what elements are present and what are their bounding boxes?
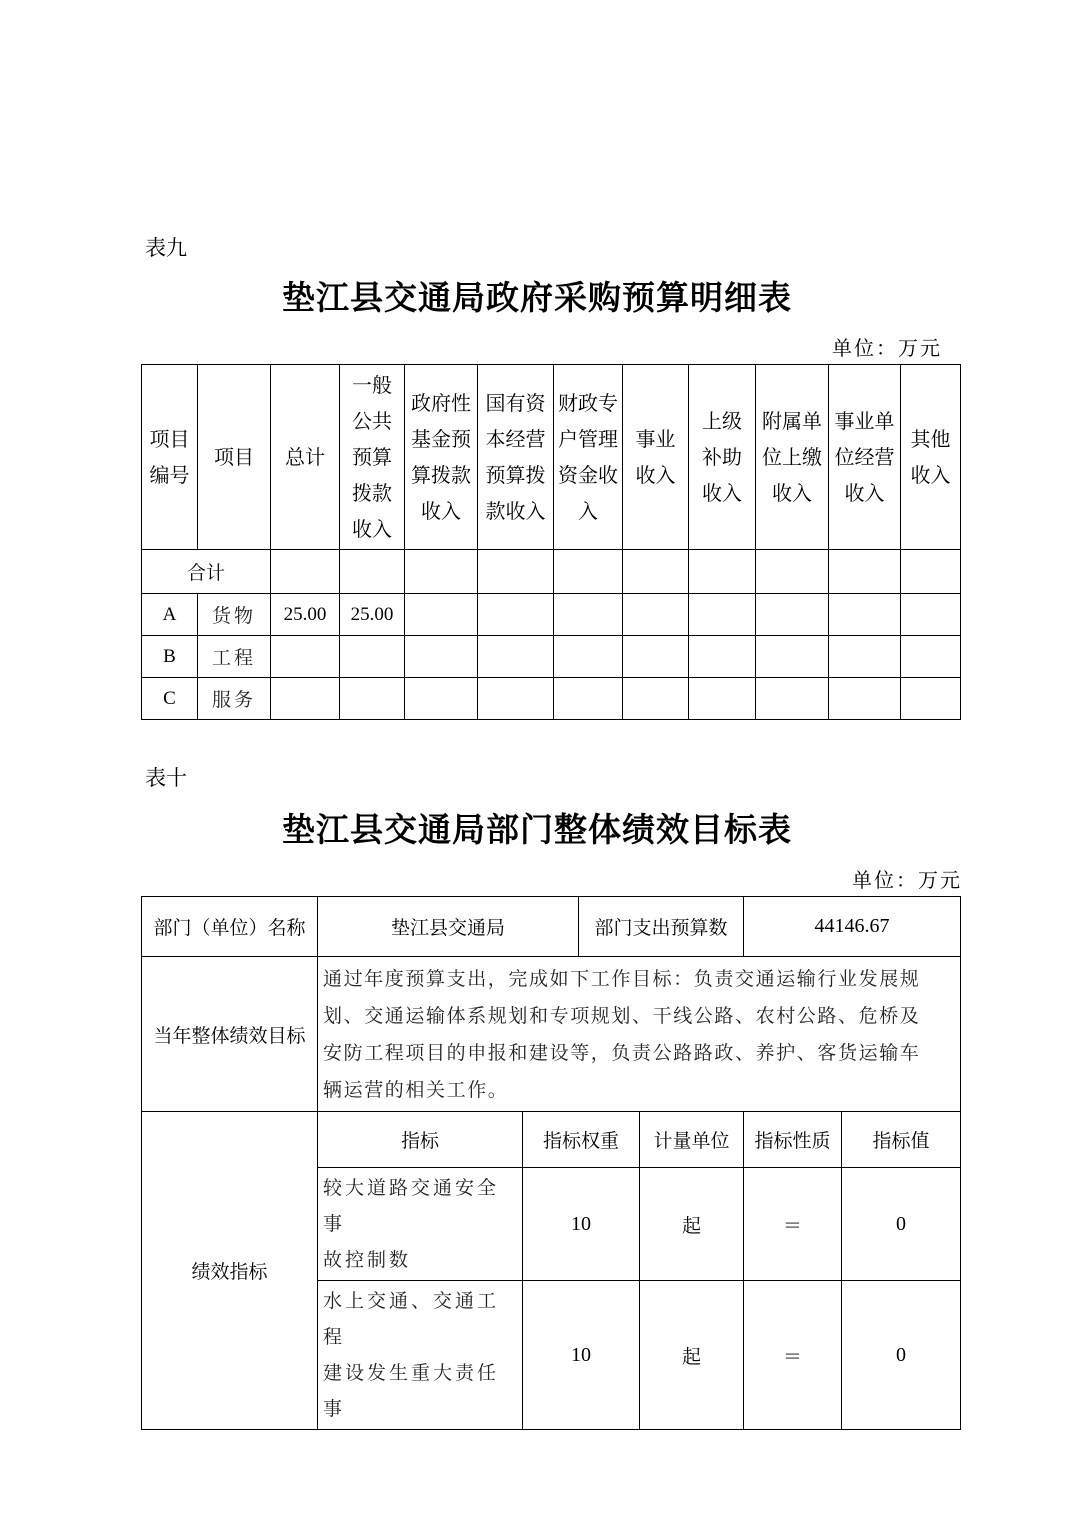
indicator-unit: 起 [640,1168,744,1281]
header-cell: 政府性 基金预 算拨款 收入 [405,365,478,550]
header-cell: 指标值 [842,1112,961,1168]
goal-row [142,957,961,1112]
header-cell: 事业单 位经营 收入 [829,365,901,550]
header-cell: 指标 [318,1112,523,1168]
item-name: 服务 [198,678,271,720]
header-cell: 财政专 户管理 资金收 入 [554,365,623,550]
indicator-weight: 10 [523,1281,640,1430]
dept-name-label: 部门（单位）名称 [142,897,318,957]
indicator-weight: 10 [523,1168,640,1281]
total-value [271,636,340,678]
header-cell: 指标权重 [523,1112,640,1168]
header-cell: 其他 收入 [901,365,961,550]
indicator-value: 0 [842,1281,961,1430]
indicator-nature: ＝ [744,1168,842,1281]
table10-label: 表十 [145,766,187,790]
header-cell: 一般 公共 预算 拨款 收入 [340,365,405,550]
total-label: 合计 [142,550,271,594]
indicator-value: 0 [842,1168,961,1281]
item-name: 工程 [198,636,271,678]
budget-value: 44146.67 [744,897,961,957]
performance-target-table [141,896,961,1430]
item-code: B [142,636,198,678]
header-cell: 项目 编号 [142,365,198,550]
table10-title: 垫江县交通局部门整体绩效目标表 [282,810,792,849]
dept-row [142,897,961,957]
header-cell: 上级 补助 收入 [689,365,756,550]
general-budget-value: 25.00 [340,594,405,636]
header-cell: 附属单 位上缴 收入 [756,365,829,550]
header-cell: 项目 [198,365,271,550]
perf-label: 绩效指标 [142,1112,318,1430]
indicator-unit: 起 [640,1281,744,1430]
budget-label: 部门支出预算数 [579,897,744,957]
goal-label: 当年整体绩效目标 [142,957,318,1112]
header-cell: 国有资 本经营 预算拨 款收入 [478,365,554,550]
goal-text: 通过年度预算支出，完成如下工作目标：负责交通运输行业发展规 划、交通运输体系规划和专项规划、干线公路、农村公路、危桥及 安防工程项目的申报和建设等，负责公路路政、养护、客货运输车 辆运营的相关工作。 [318,957,961,1112]
indicator-name: 较大道路交通安全事 故控制数 [318,1168,523,1281]
total-value [271,678,340,720]
procurement-budget-table [141,364,961,720]
table9-title: 垫江县交通局政府采购预算明细表 [282,278,792,317]
indicator-header-row [142,1112,961,1168]
dept-name-value: 垫江县交通局 [318,897,579,957]
table9-total-row [142,550,961,594]
general-budget-value [340,636,405,678]
total-value: 25.00 [271,594,340,636]
table-row [142,594,961,636]
header-cell: 指标性质 [744,1112,842,1168]
general-budget-value [340,678,405,720]
header-cell: 计量单位 [640,1112,744,1168]
table-row [142,678,961,720]
table9-header-row [142,365,961,550]
table9-unit: 单位：万元 [832,336,942,360]
indicator-nature: ＝ [744,1281,842,1430]
item-code: C [142,678,198,720]
indicator-name: 水上交通、交通工程 建设发生重大责任事 [318,1281,523,1430]
table9-label: 表九 [145,236,187,260]
table-row [142,636,961,678]
header-cell: 事业 收入 [623,365,689,550]
table10-unit: 单位：万元 [852,868,962,892]
item-code: A [142,594,198,636]
item-name: 货物 [198,594,271,636]
header-cell: 总计 [271,365,340,550]
